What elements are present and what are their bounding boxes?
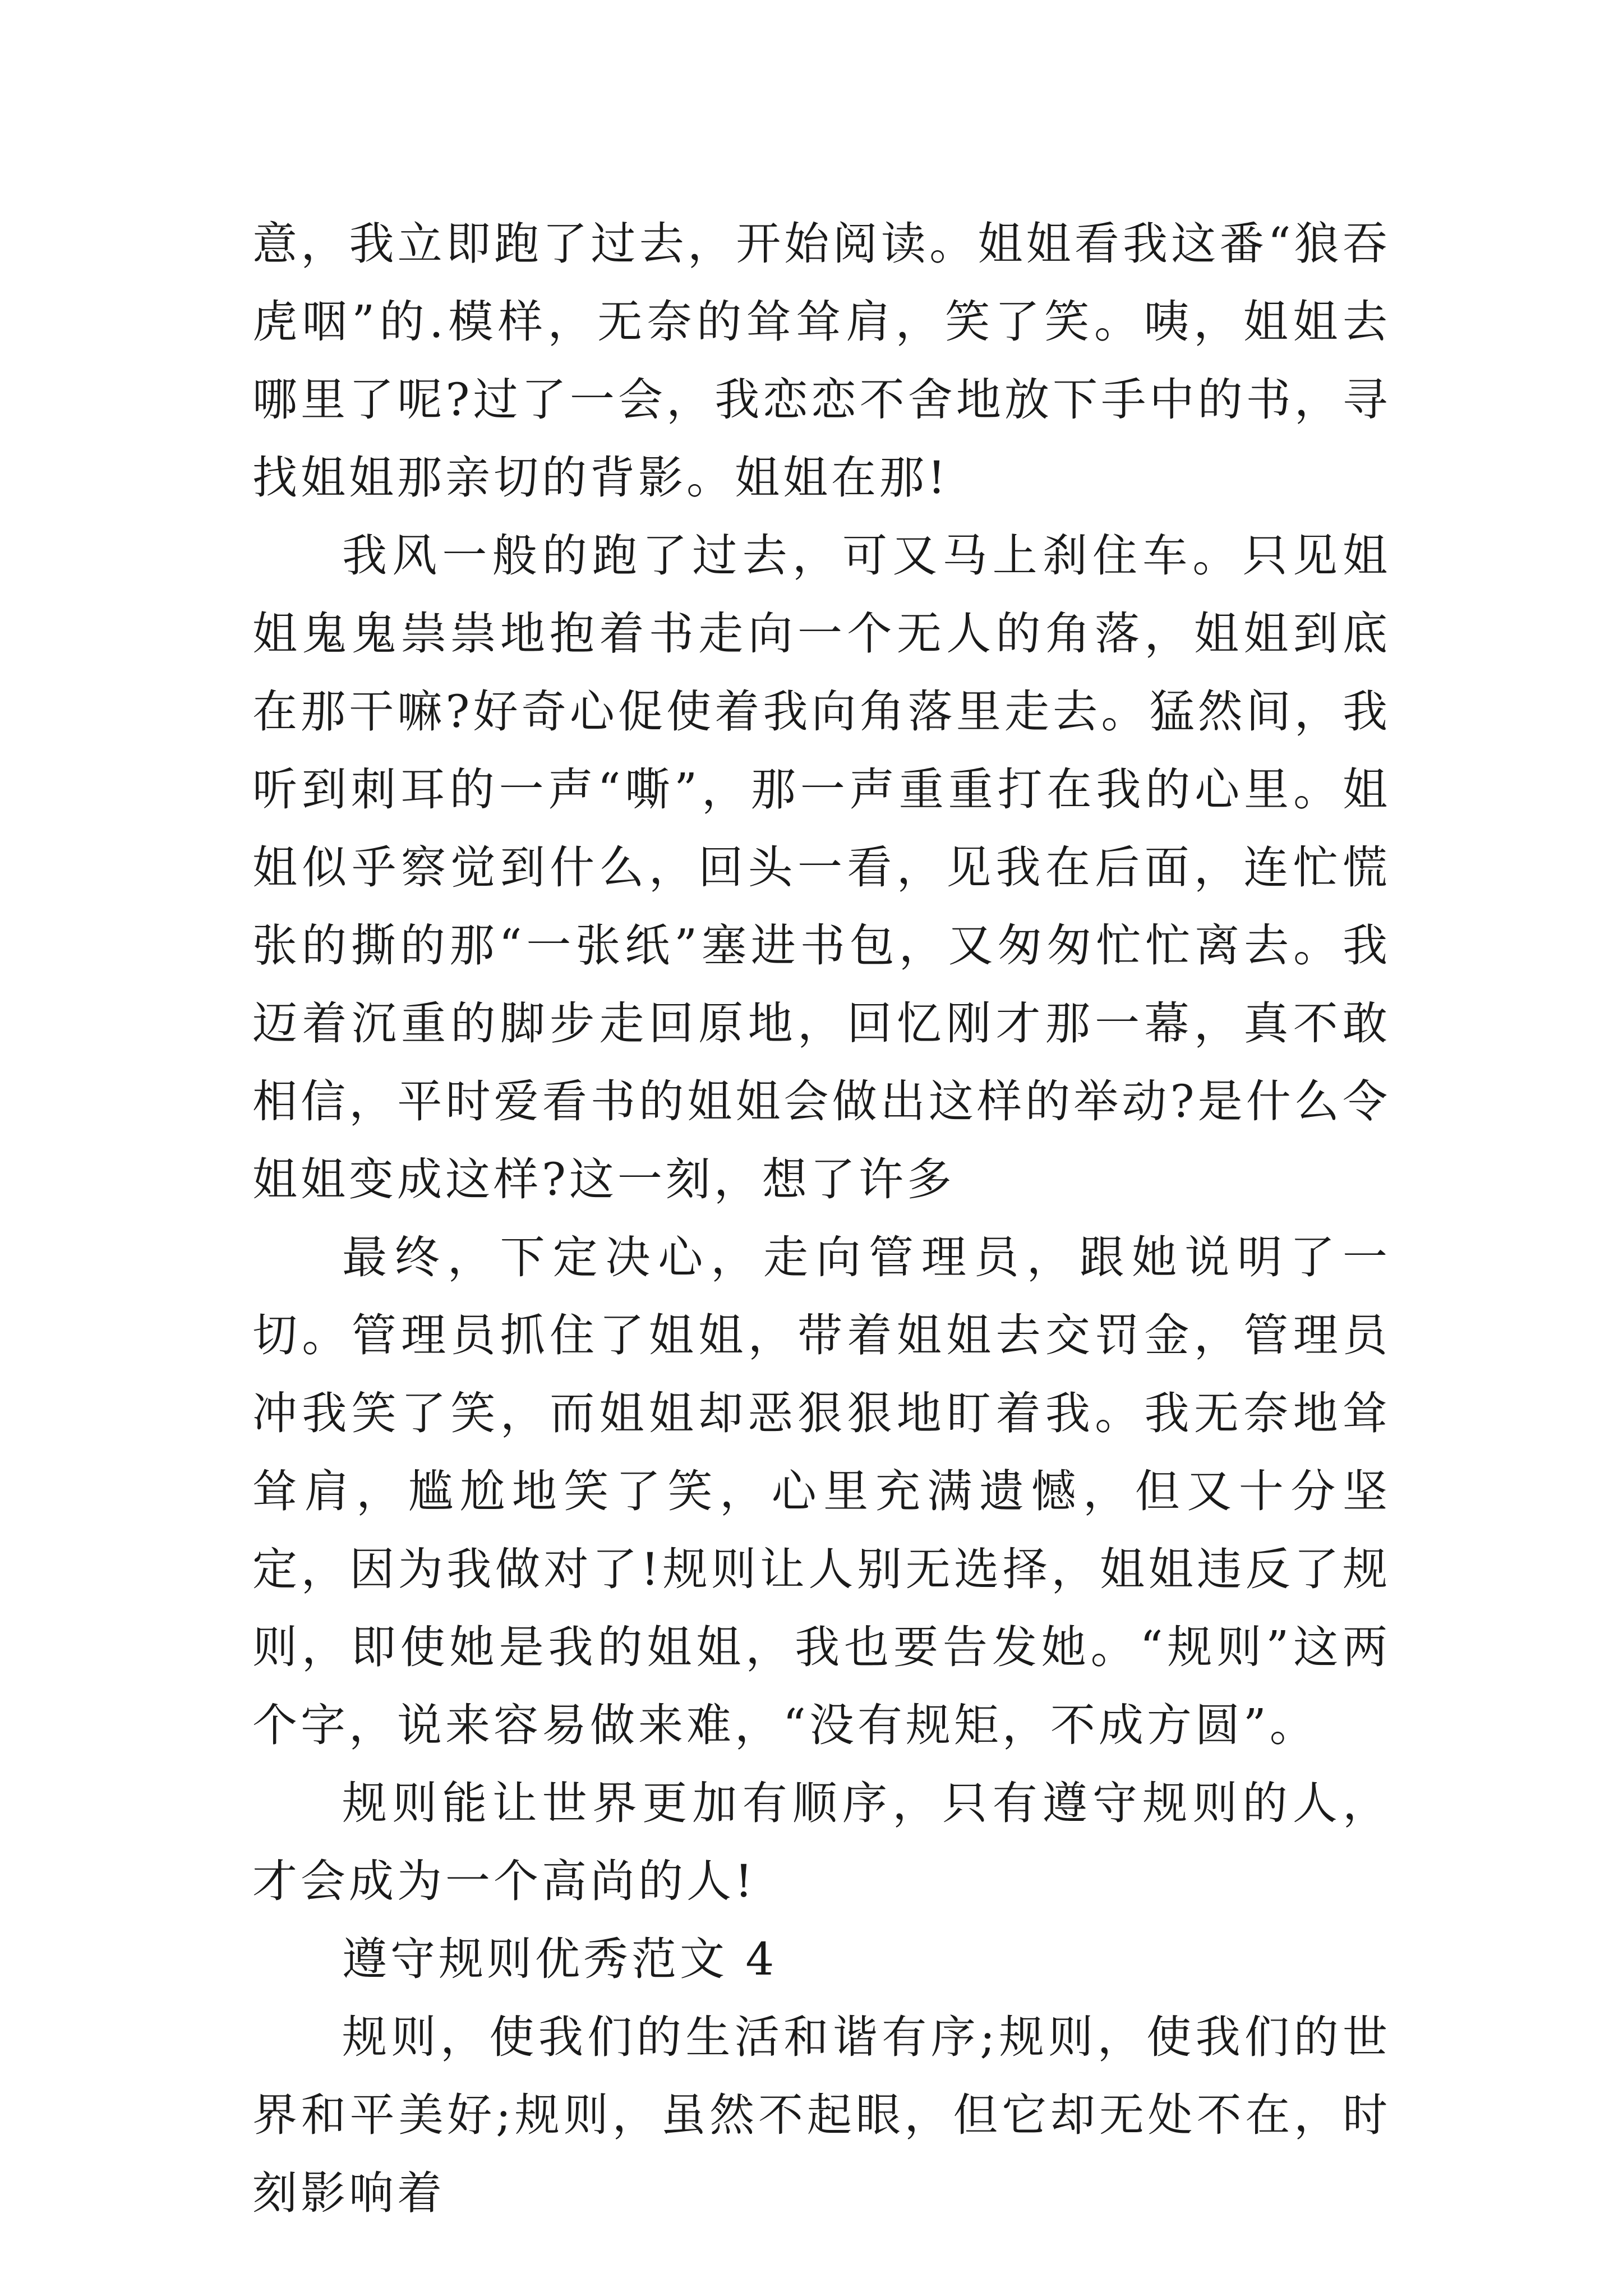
document-body: [252, 205, 1391, 2232]
section-heading: 遵守规则优秀范文 4: [342, 1933, 778, 1985]
paragraph-4: 规则能让世界更加有顺序，只有遵守规则的人，才会成为一个高尚的人!: [252, 1777, 1391, 1907]
paragraph-3: 最终，下定决心，走向管理员，跟她说明了一切。管理员抓住了姐姐，带着姐姐去交罚金，管理员冲我笑了笑，而姐姐却恶狠狠地盯着我。我无奈地耸耸肩，尴尬地笑了笑，心里充满遗憾，但又十分坚定，因为我做对了!规则让人别无选择，姐姐违反了规则，即使她是我的姐姐，我也要告发她。“规则”这两个字，说来容易做来难，“没有规矩，不成方圆”。: [252, 1231, 1391, 1751]
paragraph-5: 规则，使我们的生活和谐有序;规则，使我们的世界和平美好;规则，虽然不起眼，但它却无处不在，时刻影响着: [252, 2011, 1391, 2219]
paragraph-2: 我风一般的跑了过去，可又马上刹住车。只见姐姐鬼鬼祟祟地抱着书走向一个无人的角落，姐姐到底在那干嘛?好奇心促使着我向角落里走去。猛然间，我听到刺耳的一声“嘶”，那一声重重打在我的心里。姐姐似乎察觉到什么，回头一看，见我在后面，连忙慌张的撕的那“一张纸”塞进书包，又匆匆忙忙离去。我迈着沉重的脚步走回原地，回忆刚才那一幕，真不敢相信，平时爱看书的姐姐会做出这样的举动?是什么令姐姐变成这样?这一刻，想了许多: [252, 530, 1391, 1205]
paragraph-1: 意，我立即跑了过去，开始阅读。姐姐看我这番“狼吞虎咽”的.模样，无奈的耸耸肩，笑了笑。咦，姐姐去哪里了呢?过了一会，我恋恋不舍地放下手中的书，寻找姐姐那亲切的背影。姐姐在那!: [252, 218, 1391, 504]
